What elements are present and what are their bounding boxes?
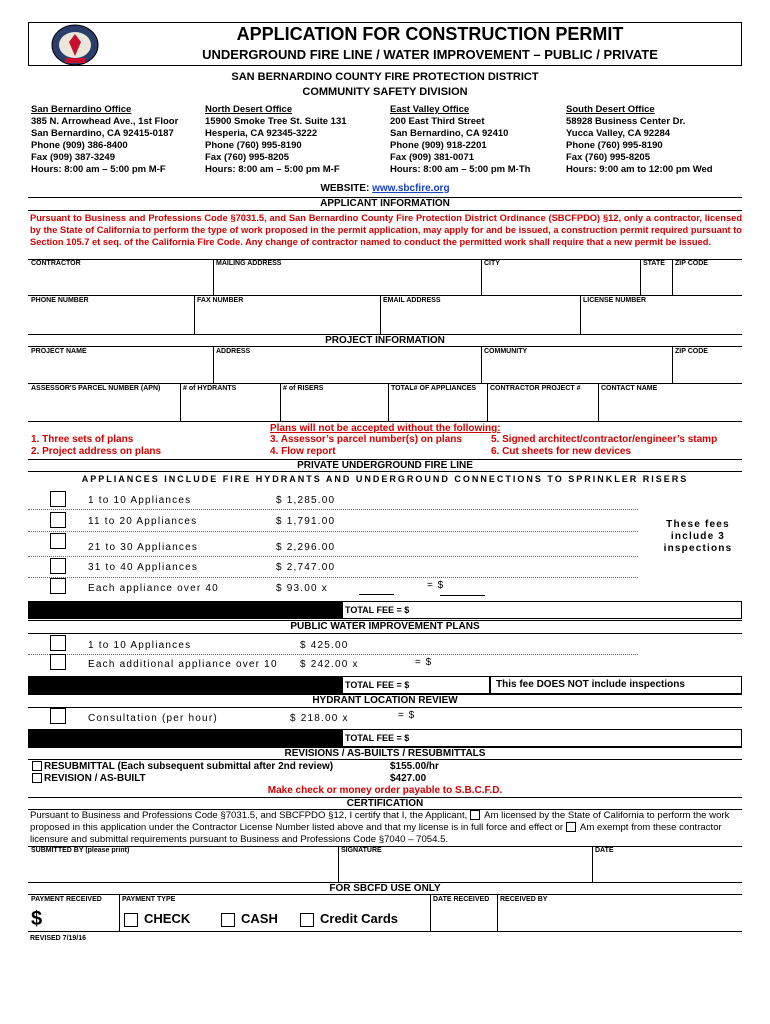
private-11-20-checkbox[interactable]: [50, 512, 66, 528]
consultation-fee: $ 218.00 x: [290, 713, 349, 724]
public-additional-amount-input[interactable]: [442, 658, 487, 671]
state-label: STATE: [643, 260, 665, 267]
check-checkbox[interactable]: [124, 913, 138, 927]
zip-label: ZIP CODE: [675, 260, 708, 267]
office-south-desert: South Desert Office 58928 Business Center Dr. Yucca Valley, CA 92284 Phone (760) 995-8190 Fax (760) 995-8205 Hours: 9:00 am to 12:00 pm Wed: [566, 104, 713, 175]
project-name-label: PROJECT NAME: [31, 348, 87, 355]
project-name-input[interactable]: [29, 358, 212, 382]
hydrant-total-box: TOTAL FEE = $: [342, 729, 742, 747]
certification-text: Pursuant to Business and Professions Code §7031.5, and SBCFPDO §12, I certify that I, the Applicant, Am licensed by the State of California to perform the work proposed in this application under the Contractor License Number listed above and that my license is in full force and effect or Am exempt from these contractor licensure and submittal requirements pursuant to Business and Professions Code §7040 – 7054.5.: [30, 810, 730, 845]
public-1-10-checkbox[interactable]: [50, 635, 66, 651]
private-31-40-label: 31 to 40 Appliances: [88, 562, 199, 573]
hydrant-total-input[interactable]: [430, 731, 740, 745]
check-option[interactable]: CHECK: [124, 911, 190, 927]
payment-type-label: PAYMENT TYPE: [122, 896, 176, 903]
email-label: EMAIL ADDRESS: [383, 297, 441, 304]
revision-checkbox[interactable]: [32, 773, 42, 783]
submitted-by-input[interactable]: [29, 857, 337, 881]
credit-option[interactable]: Credit Cards: [300, 911, 398, 927]
credit-checkbox[interactable]: [300, 913, 314, 927]
plans-col-1: 1. Three sets of plans 2. Project address on plans: [31, 434, 162, 457]
signature-label: SIGNATURE: [341, 847, 382, 854]
plans-col-2: 3. Assessor’s parcel number(s) on plans 4. Flow report: [270, 434, 462, 457]
email-input[interactable]: [381, 307, 579, 333]
mailing-address-input[interactable]: [214, 270, 480, 294]
date-input[interactable]: [593, 857, 741, 881]
risers-input[interactable]: [281, 396, 387, 420]
date-received-input[interactable]: [431, 908, 496, 930]
submitted-by-label: SUBMITTED BY (please print): [31, 847, 130, 854]
hydrants-label: # of HYDRANTS: [183, 385, 237, 392]
revisions-heading: REVISIONS / AS-BUILTS / RESUBMITTALS: [28, 747, 742, 760]
private-inspections-note: These fees include 3 inspections: [663, 519, 733, 554]
private-over-40-checkbox[interactable]: [50, 578, 66, 594]
private-1-10-label: 1 to 10 Appliances: [88, 495, 192, 506]
website-line: WEBSITE: www.sbcfire.org: [320, 183, 450, 194]
private-over-40-qty-line: [359, 594, 394, 595]
district-name: SAN BERNARDINO COUNTY FIRE PROTECTION DISTRICT: [231, 71, 539, 83]
phone-input[interactable]: [29, 307, 193, 333]
public-additional-eq: = $: [415, 657, 433, 668]
apn-label: ASSESSOR'S PARCEL NUMBER (APN): [31, 385, 161, 392]
hydrant-heading: HYDRANT LOCATION REVIEW: [28, 694, 742, 708]
office-san-bernardino: San Bernardino Office 385 N. Arrowhead Ave., 1st Floor San Bernardino, CA 92415-0187 Phone (909) 386-8400 Fax (909) 387-3249 Hours: 8:00 am – 5:00 pm M-F: [31, 104, 179, 175]
office-use-heading: FOR SBCFD USE ONLY: [28, 882, 742, 895]
fire-district-seal-logo: [50, 22, 100, 68]
website-link[interactable]: www.sbcfire.org: [372, 183, 450, 194]
public-1-10-fee: $ 425.00: [300, 640, 349, 651]
public-inspections-note-box: [490, 676, 742, 694]
risers-label: # of RISERS: [283, 385, 324, 392]
payment-received-input[interactable]: [48, 908, 118, 930]
state-input[interactable]: [641, 270, 671, 294]
cash-checkbox[interactable]: [221, 913, 235, 927]
private-total-box: TOTAL FEE = $: [342, 601, 742, 619]
private-over-40-amount-input[interactable]: [440, 582, 485, 595]
project-heading: PROJECT INFORMATION: [28, 334, 742, 347]
revision-fee: $427.00: [390, 773, 427, 784]
phone-label: PHONE NUMBER: [31, 297, 89, 304]
private-subheading: APPLIANCES INCLUDE FIRE HYDRANTS AND UNDERGROUND CONNECTIONS TO SPRINKLER RISERS: [81, 474, 689, 484]
private-31-40-checkbox[interactable]: [50, 558, 66, 574]
dollar-sign: $: [31, 908, 43, 930]
received-by-input[interactable]: [498, 908, 741, 930]
total-appliances-input[interactable]: [389, 396, 486, 420]
private-over-40-qty-input[interactable]: [359, 581, 394, 594]
community-input[interactable]: [482, 358, 671, 382]
private-heading: PRIVATE UNDERGROUND FIRE LINE: [28, 459, 742, 472]
revision-row: REVISION / AS-BUILT: [32, 773, 146, 784]
public-1-10-label: 1 to 10 Appliances: [88, 640, 192, 651]
private-11-20-label: 11 to 20 Appliances: [88, 516, 198, 527]
licensed-checkbox[interactable]: [470, 810, 480, 820]
public-inspections-note: This fee DOES NOT include inspections: [496, 679, 685, 690]
private-over-40-fee: $ 93.00 x: [276, 583, 328, 594]
private-over-40-amount-line: [440, 595, 485, 596]
city-input[interactable]: [482, 270, 639, 294]
date-label: DATE: [595, 847, 614, 854]
consultation-checkbox[interactable]: [50, 708, 66, 724]
resubmittal-fee: $155.00/hr: [390, 761, 439, 772]
project-zip-label: ZIP CODE: [675, 348, 708, 355]
public-total-box: TOTAL FEE = $: [342, 676, 490, 694]
zip-input[interactable]: [673, 270, 741, 294]
project-address-label: ADDRESS: [216, 348, 251, 355]
fax-input[interactable]: [195, 307, 379, 333]
consultation-eq: = $: [398, 710, 416, 721]
community-label: COMMUNITY: [484, 348, 528, 355]
received-by-label: RECEIVED BY: [500, 896, 548, 903]
consultation-qty-input[interactable]: [360, 712, 395, 725]
project-zip-input[interactable]: [673, 358, 741, 382]
page-title: APPLICATION FOR CONSTRUCTION PERMIT: [236, 24, 624, 44]
public-additional-checkbox[interactable]: [50, 654, 66, 670]
private-11-20-fee: $ 1,791.00: [276, 516, 336, 527]
date-received-label: DATE RECEIVED: [433, 896, 490, 903]
contractor-label: CONTRACTOR: [31, 260, 81, 267]
private-31-40-fee: $ 2,747.00: [276, 562, 336, 573]
private-1-10-fee: $ 1,285.00: [276, 495, 336, 506]
public-total-input[interactable]: [430, 678, 488, 692]
applicant-heading: APPLICANT INFORMATION: [28, 197, 742, 211]
license-input[interactable]: [581, 307, 741, 333]
public-heading: PUBLIC WATER IMPROVEMENT PLANS: [28, 620, 742, 634]
hydrants-input[interactable]: [181, 396, 279, 420]
consultation-amount-input[interactable]: [420, 712, 480, 725]
license-label: LICENSE NUMBER: [583, 297, 647, 304]
resubmittal-checkbox[interactable]: [32, 761, 42, 771]
contact-name-input[interactable]: [599, 396, 741, 420]
private-21-30-label: 21 to 30 Appliances: [88, 542, 199, 553]
contractor-input[interactable]: [29, 270, 212, 294]
applicant-notice: Pursuant to Business and Professions Code §7031.5, and San Bernardino County Fire Protection District Ordinance (SBCFPDO) §12, only a contractor, licensed by the State of California to perform the type of work proposed in the permit application, may apply for and be issued, a construction permit required pursuant to Section 105.7 et seq. of the California Fire Code. Any change of contractor named to conduct the permitted work shall require that a new permit be issued.: [30, 213, 742, 247]
payable-note: Make check or money order payable to S.B.C.F.D.: [267, 785, 503, 796]
contractor-project-input[interactable]: [488, 396, 597, 420]
resubmittal-row: RESUBMITTAL (Each subsequent submittal after 2nd review): [32, 761, 333, 772]
public-additional-label: Each additional appliance over 10: [88, 659, 278, 670]
page-subtitle: UNDERGROUND FIRE LINE / WATER IMPROVEMENT – PUBLIC / PRIVATE: [202, 47, 658, 62]
office-north-desert: North Desert Office 15900 Smoke Tree St. Suite 131 Hesperia, CA 92345-3222 Phone (760) 995-8190 Fax (760) 995-8205 Hours: 8:00 am – 5:00 pm M-F: [205, 104, 347, 175]
exempt-checkbox[interactable]: [566, 822, 576, 832]
mailing-address-label: MAILING ADDRESS: [216, 260, 282, 267]
private-21-30-checkbox[interactable]: [50, 533, 66, 549]
plans-heading: Plans will not be accepted without the following:: [270, 423, 501, 434]
plans-col-3: 5. Signed architect/contractor/engineer’s stamp 6. Cut sheets for new devices: [491, 434, 718, 457]
signature-input[interactable]: [339, 857, 591, 881]
fax-label: FAX NUMBER: [197, 297, 244, 304]
public-additional-qty-input[interactable]: [368, 658, 408, 671]
private-over-40-eq: = $: [427, 580, 445, 591]
revised-date: REVISED 7/19/16: [30, 935, 87, 942]
city-label: CITY: [484, 260, 500, 267]
private-total-input[interactable]: [440, 603, 740, 617]
private-1-10-checkbox[interactable]: [50, 491, 66, 507]
contact-name-label: CONTACT NAME: [601, 385, 658, 392]
contractor-project-label: CONTRACTOR PROJECT #: [490, 385, 581, 392]
private-21-30-fee: $ 2,296.00: [276, 542, 336, 553]
total-appliances-label: TOTAL# OF APPLIANCES: [391, 385, 477, 392]
certification-heading: CERTIFICATION: [28, 797, 742, 810]
office-east-valley: East Valley Office 200 East Third Street San Bernardino, CA 92410 Phone (909) 918-2201 Fax (909) 381-0071 Hours: 8:00 am – 5:00 pm M-Th: [390, 104, 531, 175]
private-over-40-label: Each appliance over 40: [88, 583, 219, 594]
cash-option[interactable]: CASH: [221, 911, 278, 927]
public-additional-fee: $ 242.00 x: [300, 659, 359, 670]
project-address-input[interactable]: [214, 358, 480, 382]
consultation-label: Consultation (per hour): [88, 713, 218, 724]
apn-input[interactable]: [29, 396, 179, 420]
division-name: COMMUNITY SAFETY DIVISION: [302, 86, 468, 98]
payment-received-label: PAYMENT RECEIVED: [31, 896, 102, 903]
